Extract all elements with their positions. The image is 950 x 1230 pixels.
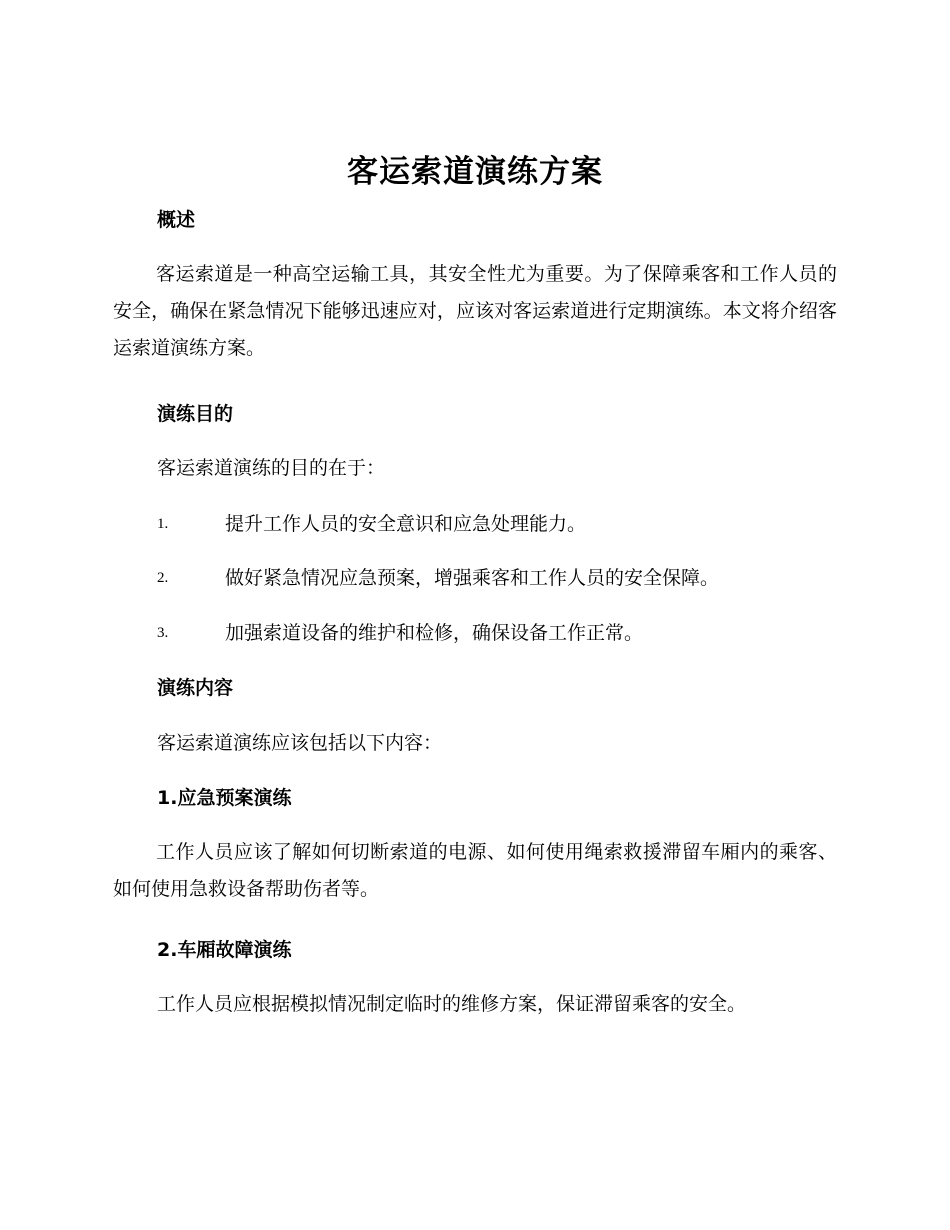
subsection-heading-cabin-fault: 2.车厢故障演练 bbox=[157, 939, 292, 961]
purpose-intro: 客运索道演练的目的在于： bbox=[157, 457, 386, 479]
subsection-heading-emergency-plan: 1.应急预案演练 bbox=[157, 787, 292, 809]
section-heading-purpose: 演练目的 bbox=[157, 403, 234, 425]
list-item-text: 做好紧急情况应急预案，增强乘客和工作人员的安全保障。 bbox=[225, 567, 720, 589]
list-item-number: 3. bbox=[157, 625, 169, 641]
list-item-text: 提升工作人员的安全意识和应急处理能力。 bbox=[225, 513, 587, 535]
overview-paragraph: 客运索道是一种高空运输工具，其安全性尤为重要。为了保障乘客和工作人员的安全，确保在紧急情况下能够迅速应对，应该对客运索道进行定期演练。本文将介绍客运索道演练方案。 bbox=[113, 263, 837, 359]
list-item-number: 1. bbox=[157, 516, 169, 532]
emergency-plan-paragraph: 工作人员应该了解如何切断索道的电源、如何使用绳索救援滞留车厢内的乘客、如何使用急救设备帮助伤者等。 bbox=[113, 841, 837, 900]
list-item-text: 加强索道设备的维护和检修，确保设备工作正常。 bbox=[225, 622, 644, 644]
content-intro: 客运索道演练应该包括以下内容： bbox=[157, 732, 443, 754]
section-heading-content: 演练内容 bbox=[157, 677, 234, 699]
document-title: 客运索道演练方案 bbox=[347, 154, 603, 190]
list-item-number: 2. bbox=[157, 570, 169, 586]
section-heading-overview: 概述 bbox=[157, 209, 196, 231]
cabin-fault-paragraph: 工作人员应根据模拟情况制定临时的维修方案，保证滞留乘客的安全。 bbox=[157, 993, 747, 1015]
